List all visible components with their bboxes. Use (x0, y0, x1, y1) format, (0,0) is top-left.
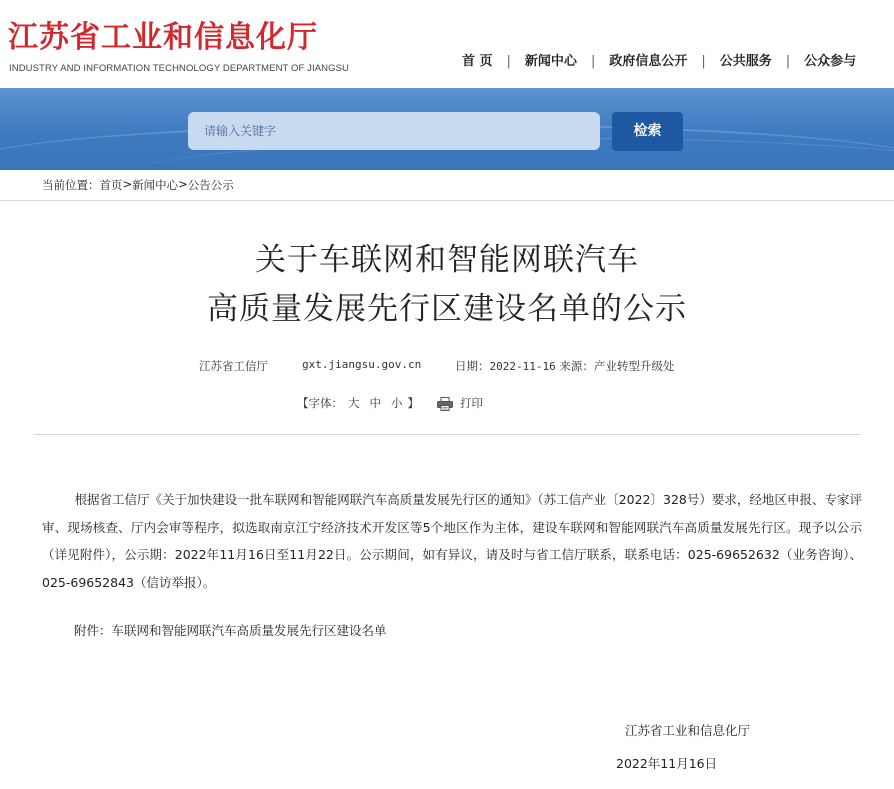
nav-separator: | (701, 54, 706, 69)
font-size-medium[interactable]: 中 (369, 396, 381, 410)
site-logo-subtitle: INDUSTRY AND INFORMATION TECHNOLOGY DEPARTMENT OF JIANGSU (9, 63, 350, 74)
breadcrumb-separator: > (178, 177, 188, 191)
breadcrumb (42, 177, 234, 193)
breadcrumb-prefix: 当前位置： (42, 178, 100, 192)
search-input[interactable] (188, 112, 600, 150)
breadcrumb-notices[interactable]: 公告公示 (187, 178, 234, 192)
article-date (455, 358, 674, 374)
main-nav (462, 51, 856, 73)
divider (34, 434, 861, 435)
nav-separator: | (590, 54, 596, 69)
article-title-line-1: 关于车联网和智能网联汽车 (255, 242, 639, 278)
nav-item-news[interactable]: 新闻中心 (524, 54, 577, 69)
breadcrumb-home[interactable]: 首页 (99, 178, 123, 192)
breadcrumb-separator: > (122, 177, 133, 191)
article-source-org: 江苏省工信厅 (199, 359, 268, 373)
breadcrumb-bar (0, 170, 894, 201)
attachment-link[interactable]: 附件：车联网和智能网联汽车高质量发展先行区建设名单 (74, 623, 387, 638)
printer-icon[interactable] (437, 397, 453, 411)
nav-item-participation[interactable]: 公众参与 (804, 54, 857, 69)
font-size-large[interactable]: 大 (348, 396, 360, 410)
breadcrumb-news[interactable]: 新闻中心 (132, 178, 179, 192)
article-body (42, 486, 862, 596)
article-paragraph: 根据省工信厅《关于加快建设一批车联网和智能网联汽车高质量发展先行区的通知》（苏工信产业〔2022〕328号）要求，经地区申报、专家评审、现场核查、厅内会审等程序，拟选取南京江宁经济技术开发区等5个地区作为主体，建设车联网和智能网联汽车高质量发展先行区。现予以公示（详见附件），公示期：2022年11月16日至11月22日。公示期间，如有异议，请及时与省工信厅联系，联系电话：025-69652632（业务咨询）、025-69652843（信访举报）。 (42, 492, 862, 590)
font-size-close: 】 (407, 396, 419, 410)
nav-item-public-service[interactable]: 公共服务 (719, 54, 772, 69)
signature-date: 2022年11月16日 (616, 756, 718, 771)
article-site: gxt.jiangsu.gov.cn (302, 358, 422, 371)
article-title-line-2: 高质量发展先行区建设名单的公示 (207, 291, 687, 327)
search-button[interactable]: 检索 (612, 112, 683, 151)
article-origin-label: 来源： (559, 359, 594, 373)
font-size-label: 【字体： (297, 396, 343, 410)
signature-org: 江苏省工业和信息化厅 (625, 723, 751, 738)
font-size-controls (297, 395, 419, 411)
font-size-small[interactable]: 小 (391, 396, 403, 410)
article-date-label: 日期： (455, 359, 490, 373)
site-logo-title[interactable]: 江苏省工业和信息化厅 (8, 20, 318, 55)
site-header (0, 0, 894, 88)
nav-separator: | (506, 54, 511, 69)
search-banner (0, 88, 894, 170)
nav-separator: | (785, 54, 791, 69)
article-date-value: 2022-11-16 (489, 360, 556, 373)
nav-item-home[interactable]: 首 页 (462, 54, 493, 69)
nav-item-gov-info[interactable]: 政府信息公开 (609, 54, 688, 69)
print-link[interactable]: 打印 (460, 396, 483, 410)
article-origin-value: 产业转型升级处 (593, 359, 675, 373)
